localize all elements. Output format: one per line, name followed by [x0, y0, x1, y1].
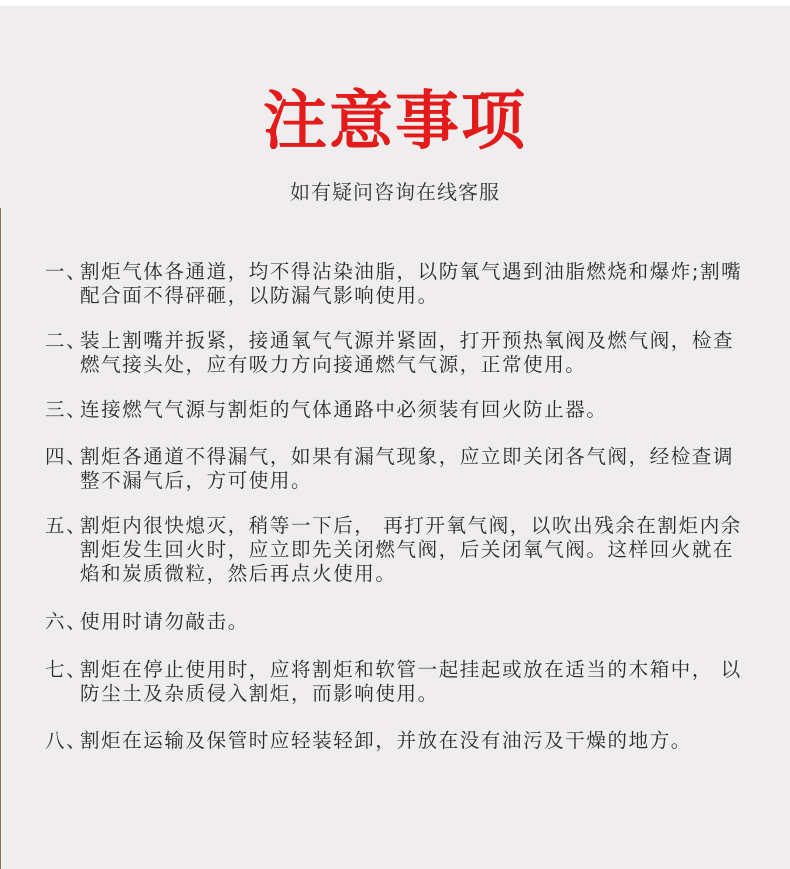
notice-item [45, 729, 765, 753]
item-text-line: 防尘土及杂质侵入割炬，而影响使用。 [80, 682, 439, 705]
notice-item [45, 514, 765, 586]
item-text-line: 燃气接头处，应有吸力方向接通燃气气源，正常使用。 [80, 353, 587, 376]
item-text-line: 使用时请勿敲击。 [80, 610, 249, 633]
item-text-line: 连接燃气气源与割炬的气体通路中必须装有回火防止器。 [80, 398, 608, 421]
item-text-line: 割炬在运输及保管时应轻装轻卸，并放在没有油污及干燥的地方。 [80, 729, 692, 752]
item-text [80, 514, 765, 586]
item-number: 八、 [45, 729, 88, 752]
item-text-line: 整不漏气后，方可使用。 [80, 469, 313, 492]
item-number: 四、 [45, 445, 88, 468]
item-text [80, 398, 765, 422]
page-title: 注意事项 [263, 85, 527, 159]
item-text [80, 329, 765, 377]
item-text-line: 割炬在停止使用时，应将割炬和软管一起挂起或放在适当的木箱中， 以 [80, 658, 742, 681]
item-number: 一、 [45, 260, 88, 283]
notice-item [45, 445, 765, 493]
item-text [80, 260, 765, 308]
item-text [80, 658, 765, 706]
item-text-line: 割炬气体各通道，均不得沾染油脂，以防氧气遇到油脂燃烧和爆炸;割嘴 [80, 260, 743, 283]
item-number: 三、 [45, 398, 88, 421]
notice-item [45, 610, 765, 634]
item-text [80, 729, 765, 753]
item-text-line: 配合面不得砰砸，以防漏气影响使用。 [80, 284, 439, 307]
item-number: 五、 [45, 514, 88, 537]
item-text-line: 焰和炭质微粒，然后再点火使用。 [80, 562, 397, 585]
item-number: 二、 [45, 329, 88, 352]
item-number: 六、 [45, 610, 88, 633]
item-text-line: 割炬各通道不得漏气，如果有漏气现象，应立即关闭各气阀，经检查调 [80, 445, 735, 468]
item-text-line: 割炬发生回火时，应立即先关闭燃气阀，后关闭氧气阀。这样回火就在 [80, 538, 735, 561]
left-edge-divider [0, 208, 1, 869]
notice-item [45, 260, 765, 308]
item-text [80, 445, 765, 493]
item-text [80, 610, 765, 634]
notice-item [45, 658, 765, 706]
item-number: 七、 [45, 658, 88, 681]
item-text-line: 装上割嘴并扳紧，接通氧气气源并紧固，打开预热氧阀及燃气阀，检查 [80, 329, 735, 352]
page-subtitle: 如有疑问咨询在线客服 [290, 180, 500, 204]
item-text-line: 割炬内很快熄灭，稍等一下后， 再打开氧气阀，以吹出残余在割炬内余 [80, 514, 742, 537]
notice-item [45, 398, 765, 422]
notice-item [45, 329, 765, 377]
